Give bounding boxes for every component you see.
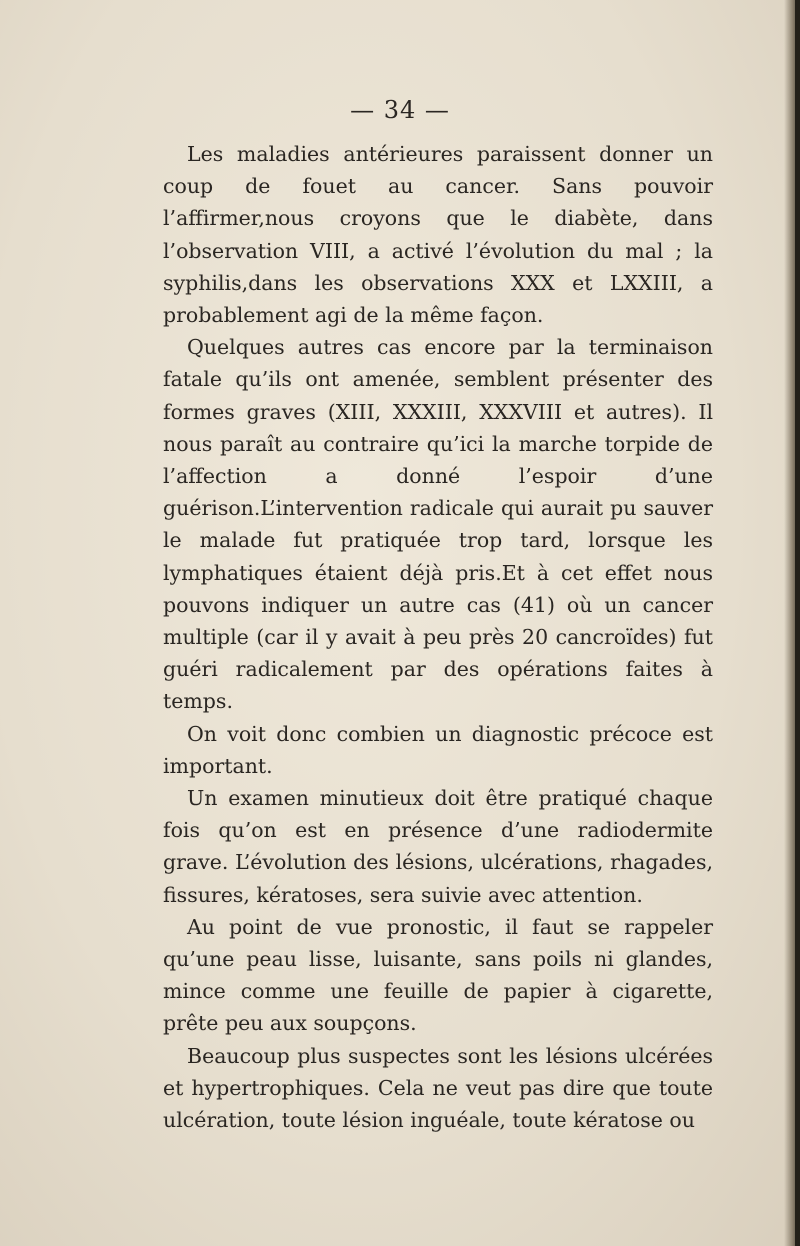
paragraph-severe-forms: Quelques autres cas encore par la terminaison fatale qu’ils ont amenée, semblent présenter des formes graves (XIII, XXXIII, XXXVIII et autres). Il nous paraît au contraire qu’ici la marche torpide de l’affection a donné l’espoir d’une guérison.L’intervention radicale qui aurait pu sauver le malade fut pratiquée trop tard, lorsque les lymphatiques étaient déjà pris.Et à cet effet nous pouvons indiquer un autre cas (41) où un cancer multiple (car il y avait à peu près 20 cancroïdes) fut guéri radicalement par des opérations faites à temps. — [163, 335, 713, 714]
body-text — [163, 138, 713, 1136]
paragraph-prognosis: Au point de vue pronostic, il faut se rappeler qu’une peau lisse, luisante, sans poils ni glandes, mince comme une feuille de papier à cigarette, prête peu aux soupçons. — [163, 914, 713, 1036]
paragraph-early-diagnosis: On voit donc combien un diagnostic précoce est important. — [163, 721, 713, 778]
page-edge-shadow — [784, 0, 800, 1246]
paragraph-prior-diseases: Les maladies antérieures paraissent donner un coup de fouet au cancer. Sans pouvoir l’affirmer,nous croyons que le diabète, dans l’observation VIII, a activé l’évolution du mal ; la syphilis,dans les observations XXX et LXXIII, a probablement agi de la même façon. — [163, 142, 713, 328]
paragraph-suspect-lesions: Beaucoup plus suspectes sont les lésions ulcérées et hypertrophiques. Cela ne veut pas dire que toute ulcération, toute lésion inguéale, toute kératose ou — [163, 1043, 713, 1133]
page-number: — 34 — — [350, 96, 450, 124]
paragraph-examination: Un examen minutieux doit être pratiqué chaque fois qu’on est en présence d’une radiodermite grave. L’évolution des lésions, ulcérations, rhagades, fissures, kératoses, sera suivie avec attention. — [163, 786, 713, 907]
